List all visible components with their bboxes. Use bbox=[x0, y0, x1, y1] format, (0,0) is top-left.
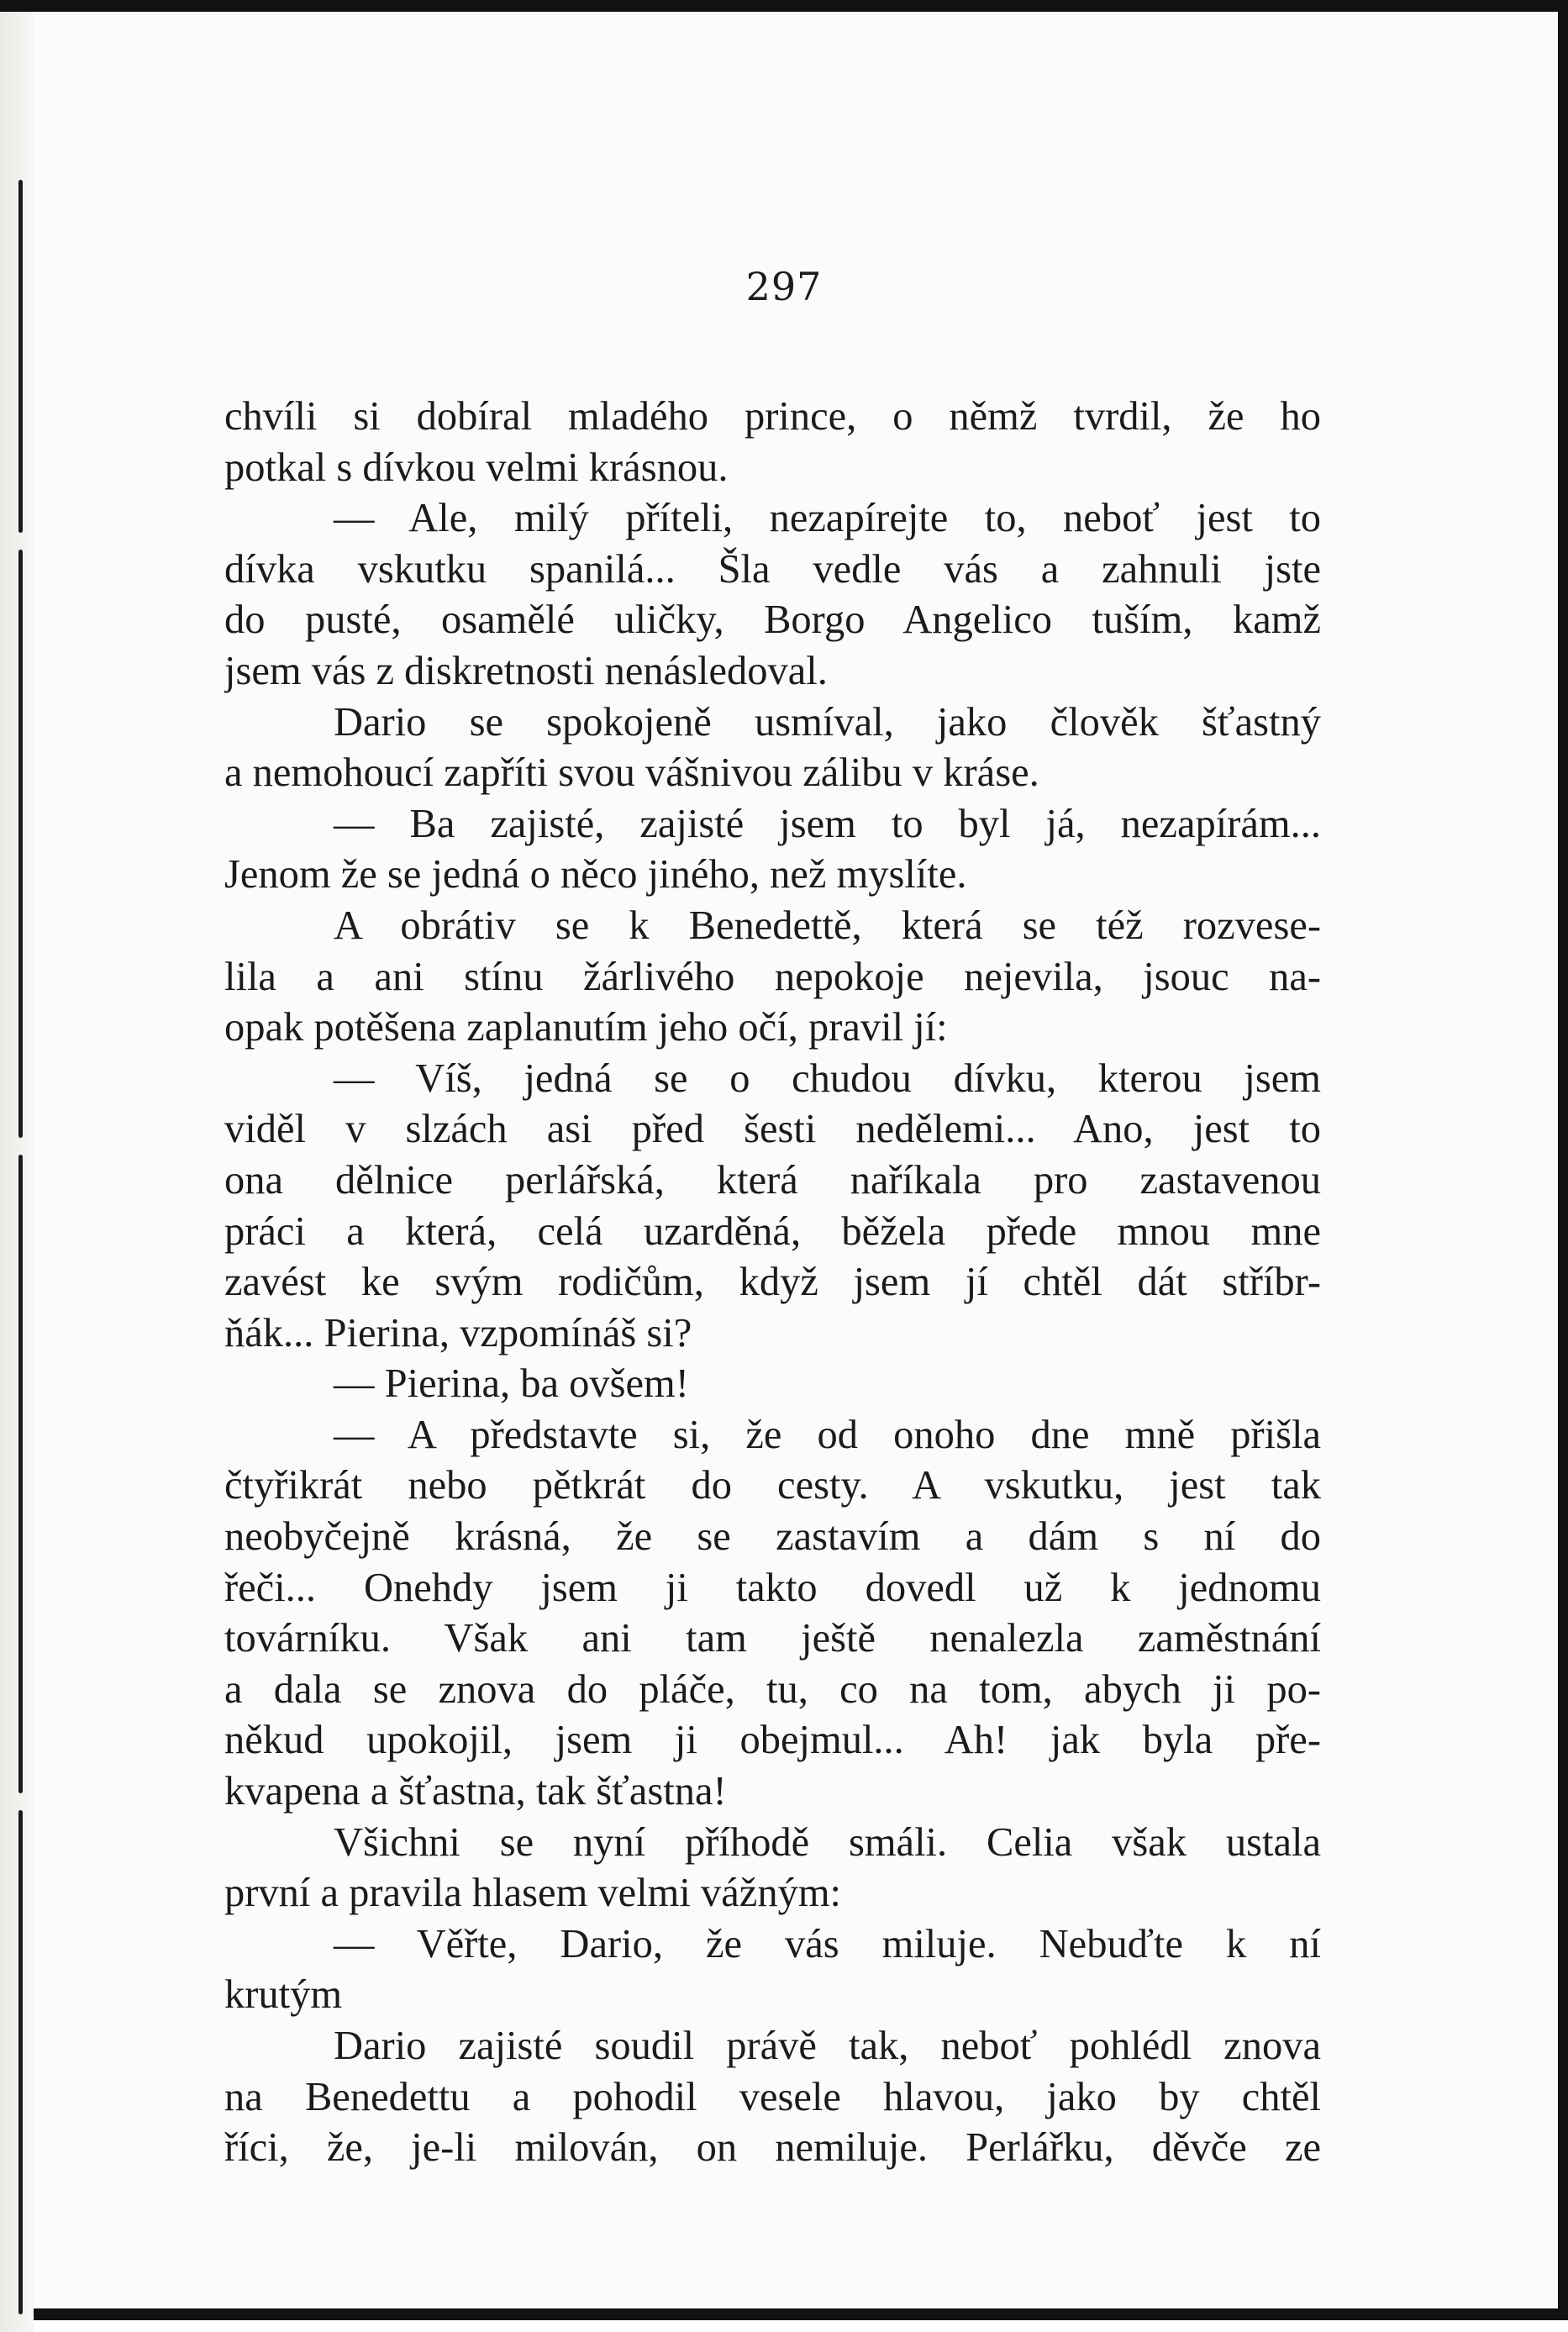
text-line: Dario zajisté soudil právě tak, neboť pohlédl znova bbox=[334, 2024, 1321, 2068]
page-binding-edge bbox=[0, 12, 34, 2332]
binding-mark bbox=[18, 180, 23, 533]
text-line: a dala se znova do pláče, tu, co na tom, abych ji po- bbox=[224, 1666, 1321, 1712]
text-line: — Pierina, ba ovšem! bbox=[334, 1361, 689, 1407]
text-line: — Věřte, Dario, že vás miluje. Nebuďte k ní bbox=[334, 1921, 1321, 1966]
text-line: říci, že, je-li milován, on nemiluje. Perlářku, děvče ze bbox=[224, 2125, 1321, 2171]
text-line: někud upokojil, jsem ji obejmul... Ah! jak byla pře- bbox=[224, 1718, 1321, 1763]
text-line: potkal s dívkou velmi krásnou. bbox=[224, 445, 729, 490]
page-number: 297 bbox=[745, 264, 823, 309]
binding-mark bbox=[18, 1155, 23, 1793]
text-line: Všichni se nyní příhodě smáli. Celia však ustala bbox=[334, 1819, 1321, 1865]
text-line: zavést ke svým rodičům, když jsem jí chtěl dát stříbr- bbox=[224, 1260, 1321, 1305]
binding-mark bbox=[18, 550, 23, 1138]
text-line: jsem vás z diskretnosti nenásledoval. bbox=[224, 648, 828, 693]
text-line: neobyčejně krásná, že se zastavím a dám s ní do bbox=[224, 1514, 1321, 1560]
text-line: lila a ani stínu žárlivého nepokoje nejevila, jsouc na- bbox=[224, 954, 1321, 999]
text-line: viděl v slzách asi před šesti nedělemi... Ano, jest to bbox=[224, 1107, 1321, 1152]
text-line: A obrátiv se k Benedettě, která se též rozvese- bbox=[334, 903, 1321, 948]
text-line: dívka vskutku spanilá... Šla vedle vás a zahnuli jste bbox=[224, 546, 1321, 592]
body-text bbox=[224, 392, 1321, 2174]
text-line: první a pravila hlasem velmi vážným: bbox=[224, 1871, 842, 1916]
text-line: továrníku. Však ani tam ještě nenalezla zaměstnání bbox=[224, 1616, 1321, 1661]
binding-mark bbox=[18, 1810, 23, 2314]
text-line: na Benedettu a pohodil vesele hlavou, jako by chtěl bbox=[224, 2074, 1321, 2119]
text-line: ona dělnice perlářská, která naříkala pro zastavenou bbox=[224, 1157, 1321, 1203]
text-line: kvapena a šťastna, tak šťastna! bbox=[224, 1769, 727, 1814]
text-line: Jenom že se jedná o něco jiného, než myslíte. bbox=[224, 852, 967, 898]
text-line: do pusté, osamělé uličky, Borgo Angelico tuším, kamž bbox=[224, 597, 1321, 643]
text-line: — Ale, milý příteli, nezapírejte to, neboť jest to bbox=[334, 496, 1321, 541]
text-line: a nemohoucí zapříti svou vášnivou zálibu v kráse. bbox=[224, 750, 1039, 796]
text-line: chvíli si dobíral mladého prince, o němž tvrdil, že ho bbox=[224, 394, 1321, 439]
text-line: — Ba zajisté, zajisté jsem to byl já, nezapírám... bbox=[334, 801, 1321, 846]
text-line: — A představte si, že od onoho dne mně přišla bbox=[334, 1412, 1321, 1457]
text-line: práci a která, celá uzarděná, běžela přede mnou mne bbox=[224, 1208, 1321, 1254]
text-line: krutým bbox=[224, 1972, 343, 2018]
text-line: čtyřikrát nebo pětkrát do cesty. A vskutku, jest tak bbox=[224, 1463, 1321, 1508]
text-line: řeči... Onehdy jsem ji takto dovedl už k jednomu bbox=[224, 1565, 1321, 1610]
text-line: Dario se spokojeně usmíval, jako člověk šťastný bbox=[334, 699, 1321, 745]
text-line: — Víš, jedná se o chudou dívku, kterou jsem bbox=[334, 1055, 1321, 1101]
text-line: opak potěšena zaplanutím jeho očí, pravil jí: bbox=[224, 1005, 948, 1050]
text-line: ňák... Pierina, vzpomínáš si? bbox=[224, 1310, 692, 1356]
